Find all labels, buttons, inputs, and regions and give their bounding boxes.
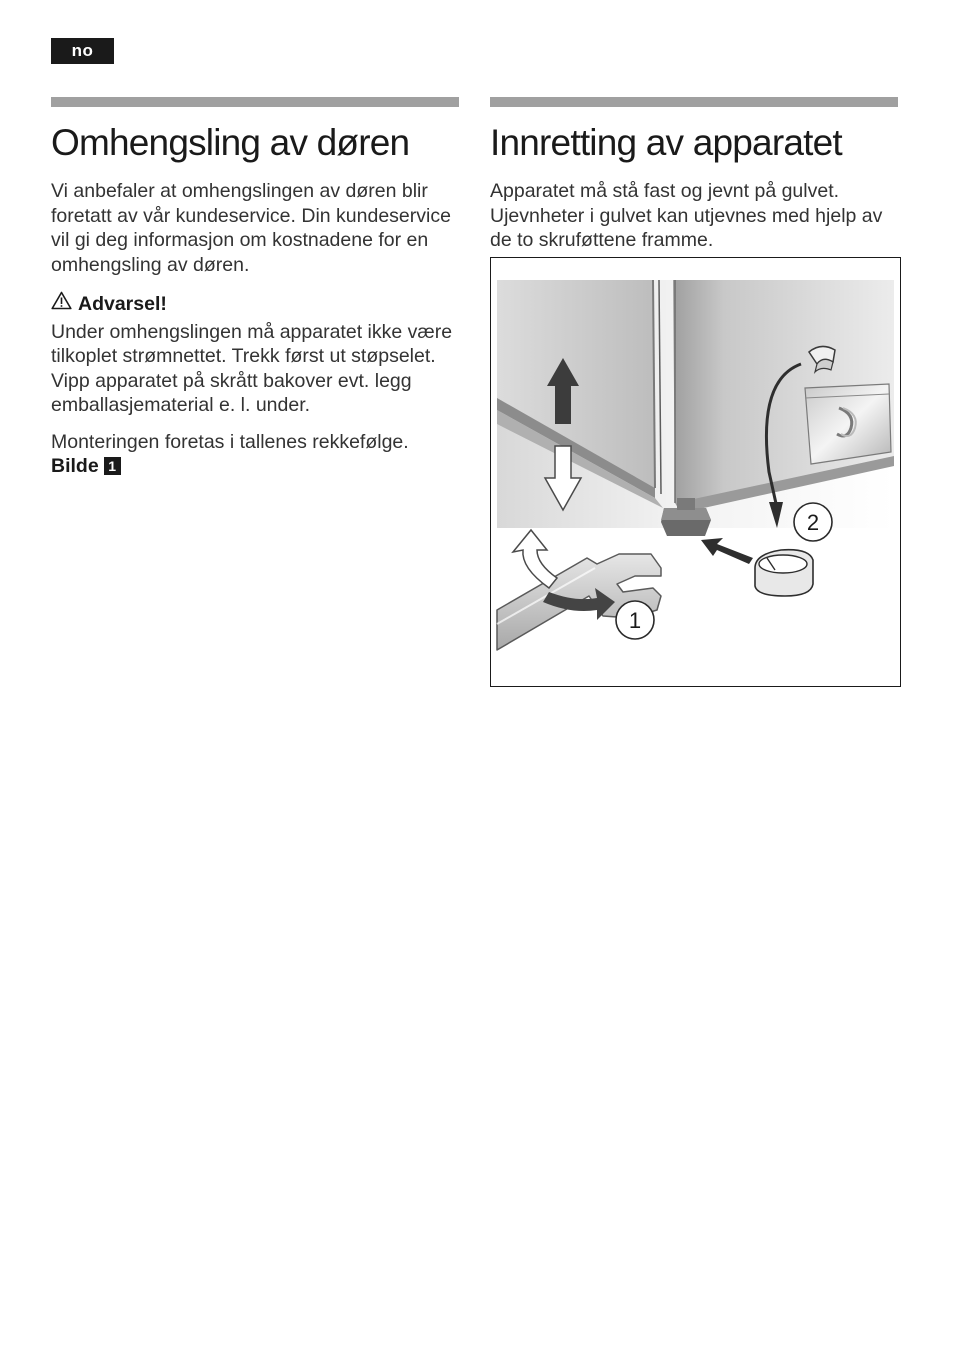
parts-bag: [805, 384, 891, 464]
clip-cup-icon: [755, 550, 813, 596]
assembly-text: Monteringen foretas i tallenes rekkefølge.: [51, 430, 409, 453]
section-title: Innretting av apparatet: [490, 122, 842, 163]
intro-paragraph: Apparatet må stå fast og jevnt på gulvet. Ujevnheter i gulvet kan utjevnes med hjelp av de to skruføttene framme.: [490, 180, 883, 251]
warning-paragraph: Under omhengslingen må apparatet ikke være tilkoplet strømnettet. Trekk først ut støpselet. Vipp apparatet på skrått bakover evt. legg emballasjematerial e. l. under.: [51, 320, 453, 416]
warning-heading: [51, 291, 459, 317]
figure-reference-number: 1: [104, 457, 121, 475]
section-title: Omhengsling av døren: [51, 122, 410, 163]
levelling-illustration: [490, 257, 901, 687]
warning-triangle-icon: [51, 291, 72, 317]
section-rule: [490, 97, 898, 107]
section-rule: [51, 97, 459, 107]
warning-title: Advarsel!: [78, 292, 167, 315]
push-arrow-icon: [701, 538, 753, 564]
turn-arrow-icon: [513, 530, 557, 588]
step-1-label: 1: [628, 608, 642, 633]
intro-paragraph: Vi anbefaler at omhengslingen av døren blir foretatt av vår kundeservice. Din kundeservice vil gi deg informasjon om kostnadene for en omhengsling av døren.: [51, 180, 451, 276]
door-rehinging-section: [51, 97, 459, 479]
appliance-levelling-section: [490, 97, 898, 253]
step-2-label: 2: [806, 510, 820, 535]
language-tag: no: [51, 38, 114, 64]
figure-reference-label: Bilde: [51, 455, 99, 477]
assembly-paragraph: [51, 430, 459, 479]
figure-reference: [51, 455, 121, 477]
